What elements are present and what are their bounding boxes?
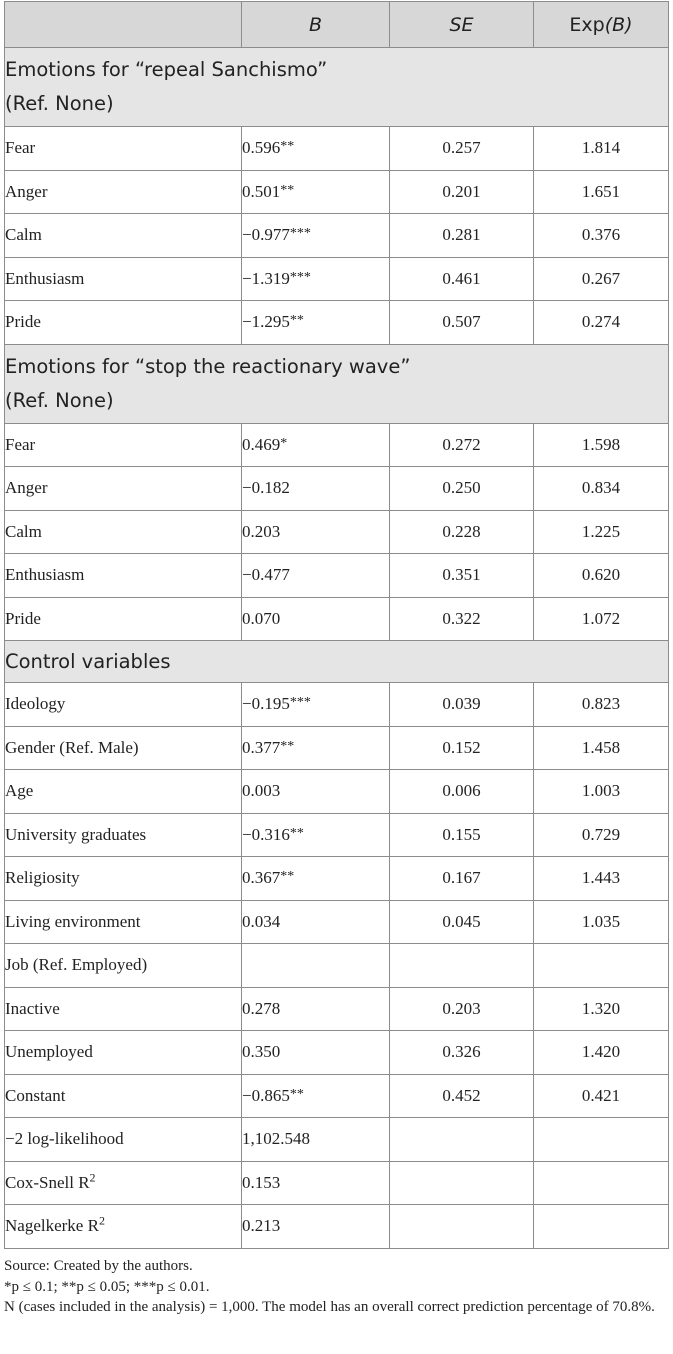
b-cell <box>242 857 390 901</box>
expb-cell: 0.376 <box>534 214 669 258</box>
b-cell <box>242 944 390 988</box>
se-cell: 0.155 <box>390 813 534 857</box>
fit-label-text: −2 log-likelihood <box>5 1129 124 1149</box>
b-cell <box>242 301 390 345</box>
b-value: −0.195 <box>242 694 290 714</box>
b-value: −0.865 <box>242 1085 290 1105</box>
fit-row <box>5 1118 669 1162</box>
significance-stars: * <box>280 435 288 451</box>
se-cell: 0.257 <box>390 127 534 171</box>
table-row <box>5 554 669 598</box>
empty-cell <box>534 1205 669 1249</box>
significance-stars: ** <box>289 825 304 841</box>
section-header-control-variables <box>5 641 669 683</box>
significance-note: *p ≤ 0.1; **p ≤ 0.05; ***p ≤ 0.01. <box>4 1278 210 1295</box>
se-cell: 0.322 <box>390 597 534 641</box>
fit-label <box>5 1205 242 1249</box>
expb-cell: 0.823 <box>534 683 669 727</box>
expb-cell: 1.420 <box>534 1031 669 1075</box>
significance-stars: ** <box>289 1086 304 1102</box>
empty-cell <box>390 1205 534 1249</box>
row-label: Calm <box>5 214 242 258</box>
b-value: −0.977 <box>242 225 290 245</box>
row-label: Gender (Ref. Male) <box>5 726 242 770</box>
row-label: Religiosity <box>5 857 242 901</box>
fit-row <box>5 1205 669 1249</box>
se-cell: 0.006 <box>390 770 534 814</box>
b-value: 0.070 <box>242 608 281 628</box>
table-row <box>5 510 669 554</box>
section-title-line2: (Ref. None) <box>5 388 114 412</box>
se-cell: 0.281 <box>390 214 534 258</box>
row-label: Fear <box>5 423 242 467</box>
b-value: 0.469 <box>242 434 281 454</box>
table-row <box>5 214 669 258</box>
se-cell: 0.039 <box>390 683 534 727</box>
b-cell <box>242 900 390 944</box>
significance-stars: *** <box>289 695 311 711</box>
b-cell <box>242 170 390 214</box>
section-title-cell <box>5 344 669 423</box>
fit-value: 0.213 <box>242 1205 390 1249</box>
table-row <box>5 257 669 301</box>
table-row <box>5 726 669 770</box>
significance-stars: ** <box>280 738 295 754</box>
significance-stars: ** <box>280 139 295 155</box>
row-label: Inactive <box>5 987 242 1031</box>
b-value: 0.278 <box>242 998 281 1018</box>
table-row <box>5 467 669 511</box>
se-cell: 0.326 <box>390 1031 534 1075</box>
b-value: −1.319 <box>242 268 290 288</box>
fit-value: 0.153 <box>242 1161 390 1205</box>
expb-cell: 0.620 <box>534 554 669 598</box>
header-expb-prefix: Exp <box>569 13 605 36</box>
expb-cell: 1.814 <box>534 127 669 171</box>
se-cell: 0.152 <box>390 726 534 770</box>
section-title-line1: Emotions for “repeal Sanchismo” <box>5 58 328 81</box>
expb-cell: 1.651 <box>534 170 669 214</box>
expb-cell <box>534 944 669 988</box>
b-cell <box>242 423 390 467</box>
table-row <box>5 127 669 171</box>
fit-label-text: Nagelkerke R <box>5 1216 99 1236</box>
expb-cell: 1.320 <box>534 987 669 1031</box>
b-value: 0.501 <box>242 181 281 201</box>
expb-cell: 1.443 <box>534 857 669 901</box>
b-cell <box>242 510 390 554</box>
se-cell: 0.045 <box>390 900 534 944</box>
expb-cell: 0.421 <box>534 1074 669 1118</box>
fit-label-sup: 2 <box>98 1213 105 1228</box>
se-cell: 0.351 <box>390 554 534 598</box>
table-row <box>5 423 669 467</box>
se-cell: 0.201 <box>390 170 534 214</box>
regression-table <box>4 1 669 1249</box>
table-row <box>5 1074 669 1118</box>
row-label: Constant <box>5 1074 242 1118</box>
b-value: 0.377 <box>242 737 281 757</box>
b-value: −0.316 <box>242 824 290 844</box>
b-cell <box>242 987 390 1031</box>
b-cell <box>242 1074 390 1118</box>
se-cell: 0.250 <box>390 467 534 511</box>
expb-cell: 1.035 <box>534 900 669 944</box>
section-title-line1: Emotions for “stop the reactionary wave” <box>5 354 411 378</box>
b-cell <box>242 770 390 814</box>
row-label: Anger <box>5 170 242 214</box>
b-cell <box>242 683 390 727</box>
empty-cell <box>534 1161 669 1205</box>
b-value: 0.596 <box>242 138 281 158</box>
fit-label <box>5 1118 242 1162</box>
table-notes <box>4 1256 668 1318</box>
se-cell: 0.167 <box>390 857 534 901</box>
expb-cell: 1.003 <box>534 770 669 814</box>
section-title-line2: (Ref. None) <box>5 92 114 115</box>
fit-label <box>5 1161 242 1205</box>
row-label: Anger <box>5 467 242 511</box>
b-cell <box>242 597 390 641</box>
empty-cell <box>390 1118 534 1162</box>
table-row <box>5 770 669 814</box>
row-label: Enthusiasm <box>5 554 242 598</box>
table-row <box>5 987 669 1031</box>
b-value: 0.203 <box>242 521 281 541</box>
table-row <box>5 857 669 901</box>
b-value: 0.350 <box>242 1042 281 1062</box>
significance-stars: *** <box>289 226 311 242</box>
table-row <box>5 597 669 641</box>
row-label: University graduates <box>5 813 242 857</box>
expb-cell: 1.072 <box>534 597 669 641</box>
b-value: −0.182 <box>242 478 290 498</box>
row-label: Ideology <box>5 683 242 727</box>
b-cell <box>242 1031 390 1075</box>
table-row <box>5 1031 669 1075</box>
fit-row <box>5 1161 669 1205</box>
table-row <box>5 813 669 857</box>
expb-cell: 1.225 <box>534 510 669 554</box>
se-cell <box>390 944 534 988</box>
header-blank-cell <box>5 2 242 48</box>
significance-stars: ** <box>280 182 295 198</box>
table-row <box>5 170 669 214</box>
header-expb-italic: (B) <box>604 13 633 36</box>
table-row <box>5 301 669 345</box>
source-note: Source: Created by the authors. <box>4 1258 193 1274</box>
row-label: Age <box>5 770 242 814</box>
header-expb <box>534 2 669 48</box>
se-cell: 0.203 <box>390 987 534 1031</box>
b-value: −1.295 <box>242 312 290 332</box>
expb-cell: 0.729 <box>534 813 669 857</box>
b-cell <box>242 726 390 770</box>
b-cell <box>242 813 390 857</box>
section-header-repeal-sanchismo <box>5 48 669 127</box>
fit-value: 1,102.548 <box>242 1118 390 1162</box>
row-label: Pride <box>5 301 242 345</box>
significance-stars: *** <box>289 269 311 285</box>
b-value: 0.367 <box>242 868 281 888</box>
section-title-cell <box>5 48 669 127</box>
table-row <box>5 900 669 944</box>
b-cell <box>242 554 390 598</box>
expb-cell: 1.458 <box>534 726 669 770</box>
sample-note: N (cases included in the analysis) = 1,000. The model has an overall correct prediction percentage of 70.8%. <box>4 1299 655 1315</box>
section-title-cell: Control variables <box>5 641 669 683</box>
significance-stars: ** <box>289 313 304 329</box>
row-label: Fear <box>5 127 242 171</box>
b-cell <box>242 257 390 301</box>
empty-cell <box>390 1161 534 1205</box>
header-se: SE <box>390 2 534 48</box>
b-value: 0.003 <box>242 781 281 801</box>
row-label: Calm <box>5 510 242 554</box>
table-row <box>5 683 669 727</box>
row-label: Enthusiasm <box>5 257 242 301</box>
b-cell <box>242 467 390 511</box>
se-cell: 0.461 <box>390 257 534 301</box>
row-label: Living environment <box>5 900 242 944</box>
se-cell: 0.272 <box>390 423 534 467</box>
b-value: −0.477 <box>242 565 290 585</box>
se-cell: 0.228 <box>390 510 534 554</box>
expb-cell: 0.274 <box>534 301 669 345</box>
fit-label-text: Cox-Snell R <box>5 1172 90 1192</box>
row-label: Unemployed <box>5 1031 242 1075</box>
table-header-row <box>5 2 669 48</box>
empty-cell <box>534 1118 669 1162</box>
header-b: B <box>242 2 390 48</box>
b-value: 0.034 <box>242 911 281 931</box>
row-label: Job (Ref. Employed) <box>5 944 242 988</box>
section-header-reactionary-wave <box>5 344 669 423</box>
se-cell: 0.452 <box>390 1074 534 1118</box>
se-cell: 0.507 <box>390 301 534 345</box>
expb-cell: 1.598 <box>534 423 669 467</box>
significance-stars: ** <box>280 869 295 885</box>
b-cell <box>242 214 390 258</box>
b-cell <box>242 127 390 171</box>
fit-label-sup: 2 <box>89 1170 96 1185</box>
row-label: Pride <box>5 597 242 641</box>
expb-cell: 0.267 <box>534 257 669 301</box>
expb-cell: 0.834 <box>534 467 669 511</box>
table-row <box>5 944 669 988</box>
